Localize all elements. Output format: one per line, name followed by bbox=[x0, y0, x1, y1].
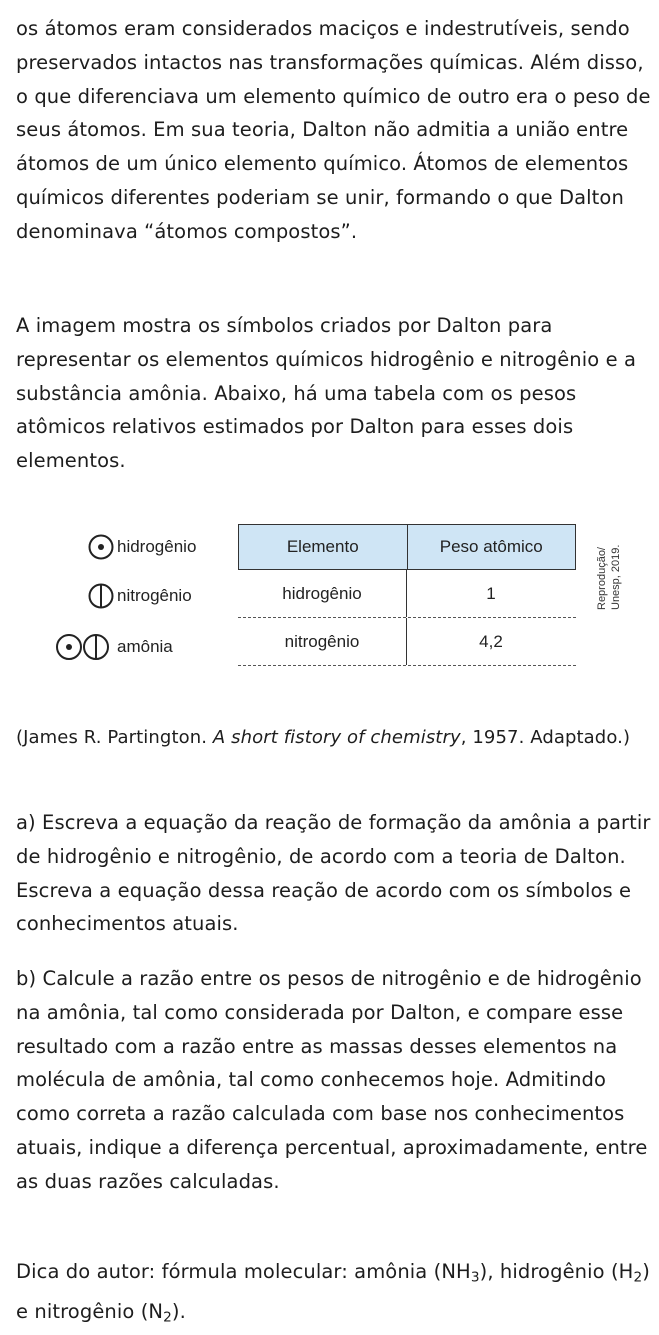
tip-sub-3: 2 bbox=[163, 1309, 172, 1326]
author-tip bbox=[16, 1255, 656, 1335]
nitrogen-symbol-icon bbox=[88, 583, 114, 609]
table-header bbox=[238, 524, 576, 570]
tip-text-1: Dica do autor: fórmula molecular: amônia (NH bbox=[16, 1260, 471, 1283]
cell-weight: 4,2 bbox=[406, 618, 575, 665]
cell-element: nitrogênio bbox=[284, 631, 360, 651]
dalton-figure bbox=[78, 520, 658, 680]
header-atomic-weight: Peso atômico bbox=[407, 525, 576, 569]
caption-book-title: A short fistory of chemistry bbox=[212, 727, 461, 748]
intro-paragraph: os átomos eram considerados maciços e indestrutíveis, sendo preservados intactos nas transformações químicas. Além disso, o que diferenciava um elemento químico de outro era o peso de seus átomos. Em sua teoria, Dalton não admitia a união entre átomos de um único elemento químico. Átomos de elementos químicos diferentes poderiam se unir, formando o que Dalton denominava “átomos compostos”. bbox=[16, 17, 651, 243]
source-caption bbox=[16, 722, 656, 754]
table-row bbox=[238, 618, 576, 666]
tip-text-2: ), hidrogênio (H bbox=[479, 1260, 634, 1283]
hydrogen-symbol-icon bbox=[88, 534, 114, 560]
legend-nitrogen bbox=[88, 583, 192, 609]
credit-line-1: Reprodução/ bbox=[596, 547, 608, 610]
caption-suffix: , 1957. Adaptado.) bbox=[460, 727, 631, 748]
image-credit bbox=[583, 522, 643, 612]
ammonia-symbol-icon bbox=[54, 633, 114, 661]
tip-sub-1: 3 bbox=[470, 1269, 480, 1286]
figure-description-paragraph: A imagem mostra os símbolos criados por Dalton para representar os elementos químicos hidrogênio e nitrogênio e a substância amônia. Abaixo, há uma tabela com os pesos atômicos relativos estimados por Dalton para esses dois elementos. bbox=[16, 314, 637, 473]
table-row bbox=[238, 570, 576, 618]
legend-ammonia-label: amônia bbox=[117, 637, 173, 656]
cell-element: hidrogênio bbox=[282, 583, 362, 603]
legend-ammonia bbox=[54, 633, 173, 661]
legend-hydrogen bbox=[88, 534, 196, 560]
question-a: a) Escreva a equação da reação de formação da amônia a partir de hidrogênio e nitrogênio, de acordo com a teoria de Dalton. Escreva a equação dessa reação de acordo com os símbolos e conhecimentos atuais. bbox=[16, 811, 651, 936]
legend-hydrogen-label: hidrogênio bbox=[117, 537, 197, 556]
question-b: b) Calcule a razão entre os pesos de nitrogênio e de hidrogênio na amônia, tal como considerada por Dalton, e compare esse resultado com a razão entre as massas desses elementos na molécula de amônia, tal como conhecemos hoje. Admitindo como correta a razão calculada com base nos conhecimentos atuais, indique a diferença percentual, aproximadamente, entre as duas razões calculadas. bbox=[16, 967, 648, 1193]
legend-nitrogen-label: nitrogênio bbox=[117, 586, 192, 605]
caption-prefix: (James R. Partington. bbox=[16, 727, 213, 748]
atomic-weight-table bbox=[238, 524, 576, 666]
tip-text-4: ). bbox=[171, 1300, 186, 1324]
cell-weight: 1 bbox=[406, 570, 575, 617]
tip-sub-2: 2 bbox=[633, 1269, 643, 1286]
credit-line-2: Unesp, 2019. bbox=[610, 544, 622, 610]
tip-text-3: ) e nitrogênio (N bbox=[16, 1260, 650, 1324]
header-element: Elemento bbox=[286, 537, 359, 556]
